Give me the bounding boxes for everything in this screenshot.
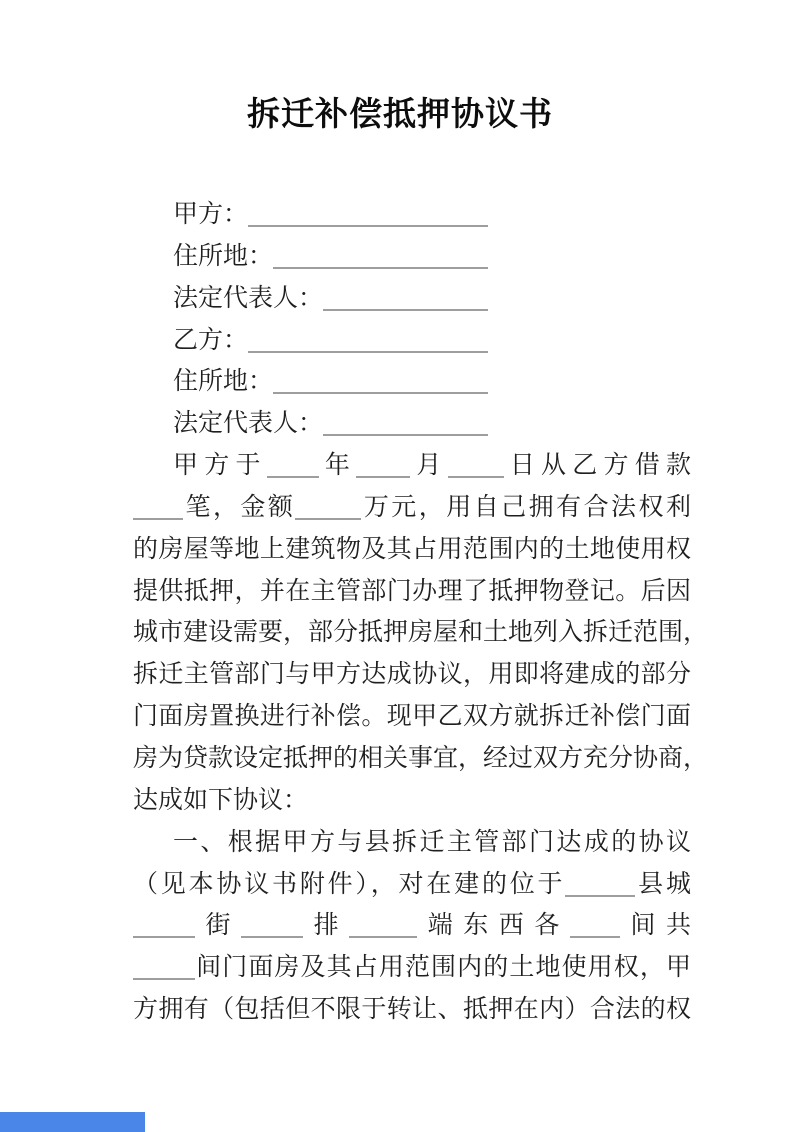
doc-line bbox=[133, 529, 691, 571]
text-segment: 法定代表人： bbox=[173, 284, 324, 312]
blank-underline bbox=[448, 449, 504, 478]
doc-line bbox=[133, 780, 691, 822]
text-segment: 房为贷款设定抵押的相关事宜，经过双方充分协商， bbox=[133, 744, 709, 772]
doc-line bbox=[133, 361, 691, 403]
text-segment: 端东西各 bbox=[417, 912, 570, 940]
bottom-progress-bar bbox=[0, 1112, 145, 1132]
doc-line bbox=[133, 278, 691, 320]
text-segment: 提供抵押，并在主管部门办理了抵押物登记。后因 bbox=[133, 577, 691, 605]
text-segment: 法定代表人： bbox=[173, 410, 324, 438]
text-segment: 达成如下协议： bbox=[133, 786, 309, 814]
text-segment: 万元，用自己拥有合法权利 bbox=[361, 493, 691, 521]
blank-underline bbox=[295, 491, 361, 520]
text-segment: 拆迁主管部门与甲方达成协议，用即将建成的部分 bbox=[133, 661, 691, 689]
text-segment: 月 bbox=[410, 452, 448, 480]
text-segment: 住所地： bbox=[173, 242, 274, 270]
doc-line bbox=[133, 822, 691, 864]
blank-underline bbox=[323, 407, 488, 436]
text-segment: （见本协议书附件），对在建的位于 bbox=[133, 870, 566, 898]
blank-underline bbox=[248, 324, 488, 353]
doc-line bbox=[133, 654, 691, 696]
text-segment: 的房屋等地上建筑物及其占用范围内的土地使用权 bbox=[133, 535, 691, 563]
blank-underline bbox=[570, 909, 620, 938]
text-segment: 方拥有（包括但不限于转让、抵押在内）合法的权 bbox=[133, 996, 691, 1024]
text-segment: 间共 bbox=[619, 912, 691, 940]
text-segment: 门面房置换进行补偿。现甲乙双方就拆迁补偿门面 bbox=[133, 703, 691, 731]
blank-underline bbox=[133, 951, 195, 980]
doc-line bbox=[133, 487, 691, 529]
page-title: 拆迁补偿抵押协议书 bbox=[247, 95, 553, 132]
blank-underline bbox=[241, 909, 303, 938]
text-segment: 排 bbox=[303, 912, 350, 940]
doc-line bbox=[133, 864, 691, 906]
text-segment: 间门面房及其占用范围内的土地使用权，甲 bbox=[195, 954, 691, 982]
blank-underline bbox=[349, 909, 417, 938]
text-segment: 乙方： bbox=[173, 326, 249, 354]
doc-line bbox=[133, 696, 691, 738]
document-body bbox=[133, 194, 709, 1031]
text-segment: 住所地： bbox=[173, 368, 274, 396]
text-segment: 街 bbox=[195, 912, 242, 940]
doc-line bbox=[133, 571, 691, 613]
doc-line bbox=[133, 403, 691, 445]
doc-line bbox=[133, 612, 709, 654]
blank-underline bbox=[273, 365, 488, 394]
text-segment: 一、根据甲方与县拆迁主管部门达成的协议 bbox=[173, 828, 691, 856]
blank-underline bbox=[267, 449, 319, 478]
doc-line bbox=[133, 989, 691, 1031]
doc-line bbox=[133, 445, 691, 487]
doc-line bbox=[133, 194, 691, 236]
text-segment: 笔，金额 bbox=[183, 493, 296, 521]
blank-underline bbox=[133, 491, 183, 520]
blank-underline bbox=[565, 868, 635, 897]
text-segment: 日从乙方借款 bbox=[503, 452, 691, 480]
blank-underline bbox=[273, 240, 488, 269]
text-segment: 甲方于 bbox=[173, 452, 267, 480]
blank-underline bbox=[248, 198, 488, 227]
doc-line bbox=[133, 236, 691, 278]
text-segment: 甲方： bbox=[173, 201, 249, 228]
text-segment: 城市建设需要，部分抵押房屋和土地列入拆迁范围， bbox=[133, 619, 709, 647]
doc-line bbox=[133, 905, 691, 947]
blank-underline bbox=[356, 449, 410, 478]
text-segment: 县城 bbox=[635, 870, 691, 898]
doc-line bbox=[133, 947, 691, 989]
text-segment: 年 bbox=[318, 452, 357, 480]
doc-line bbox=[133, 320, 691, 362]
doc-line bbox=[133, 738, 709, 780]
blank-underline bbox=[133, 909, 195, 938]
blank-underline bbox=[323, 282, 488, 311]
